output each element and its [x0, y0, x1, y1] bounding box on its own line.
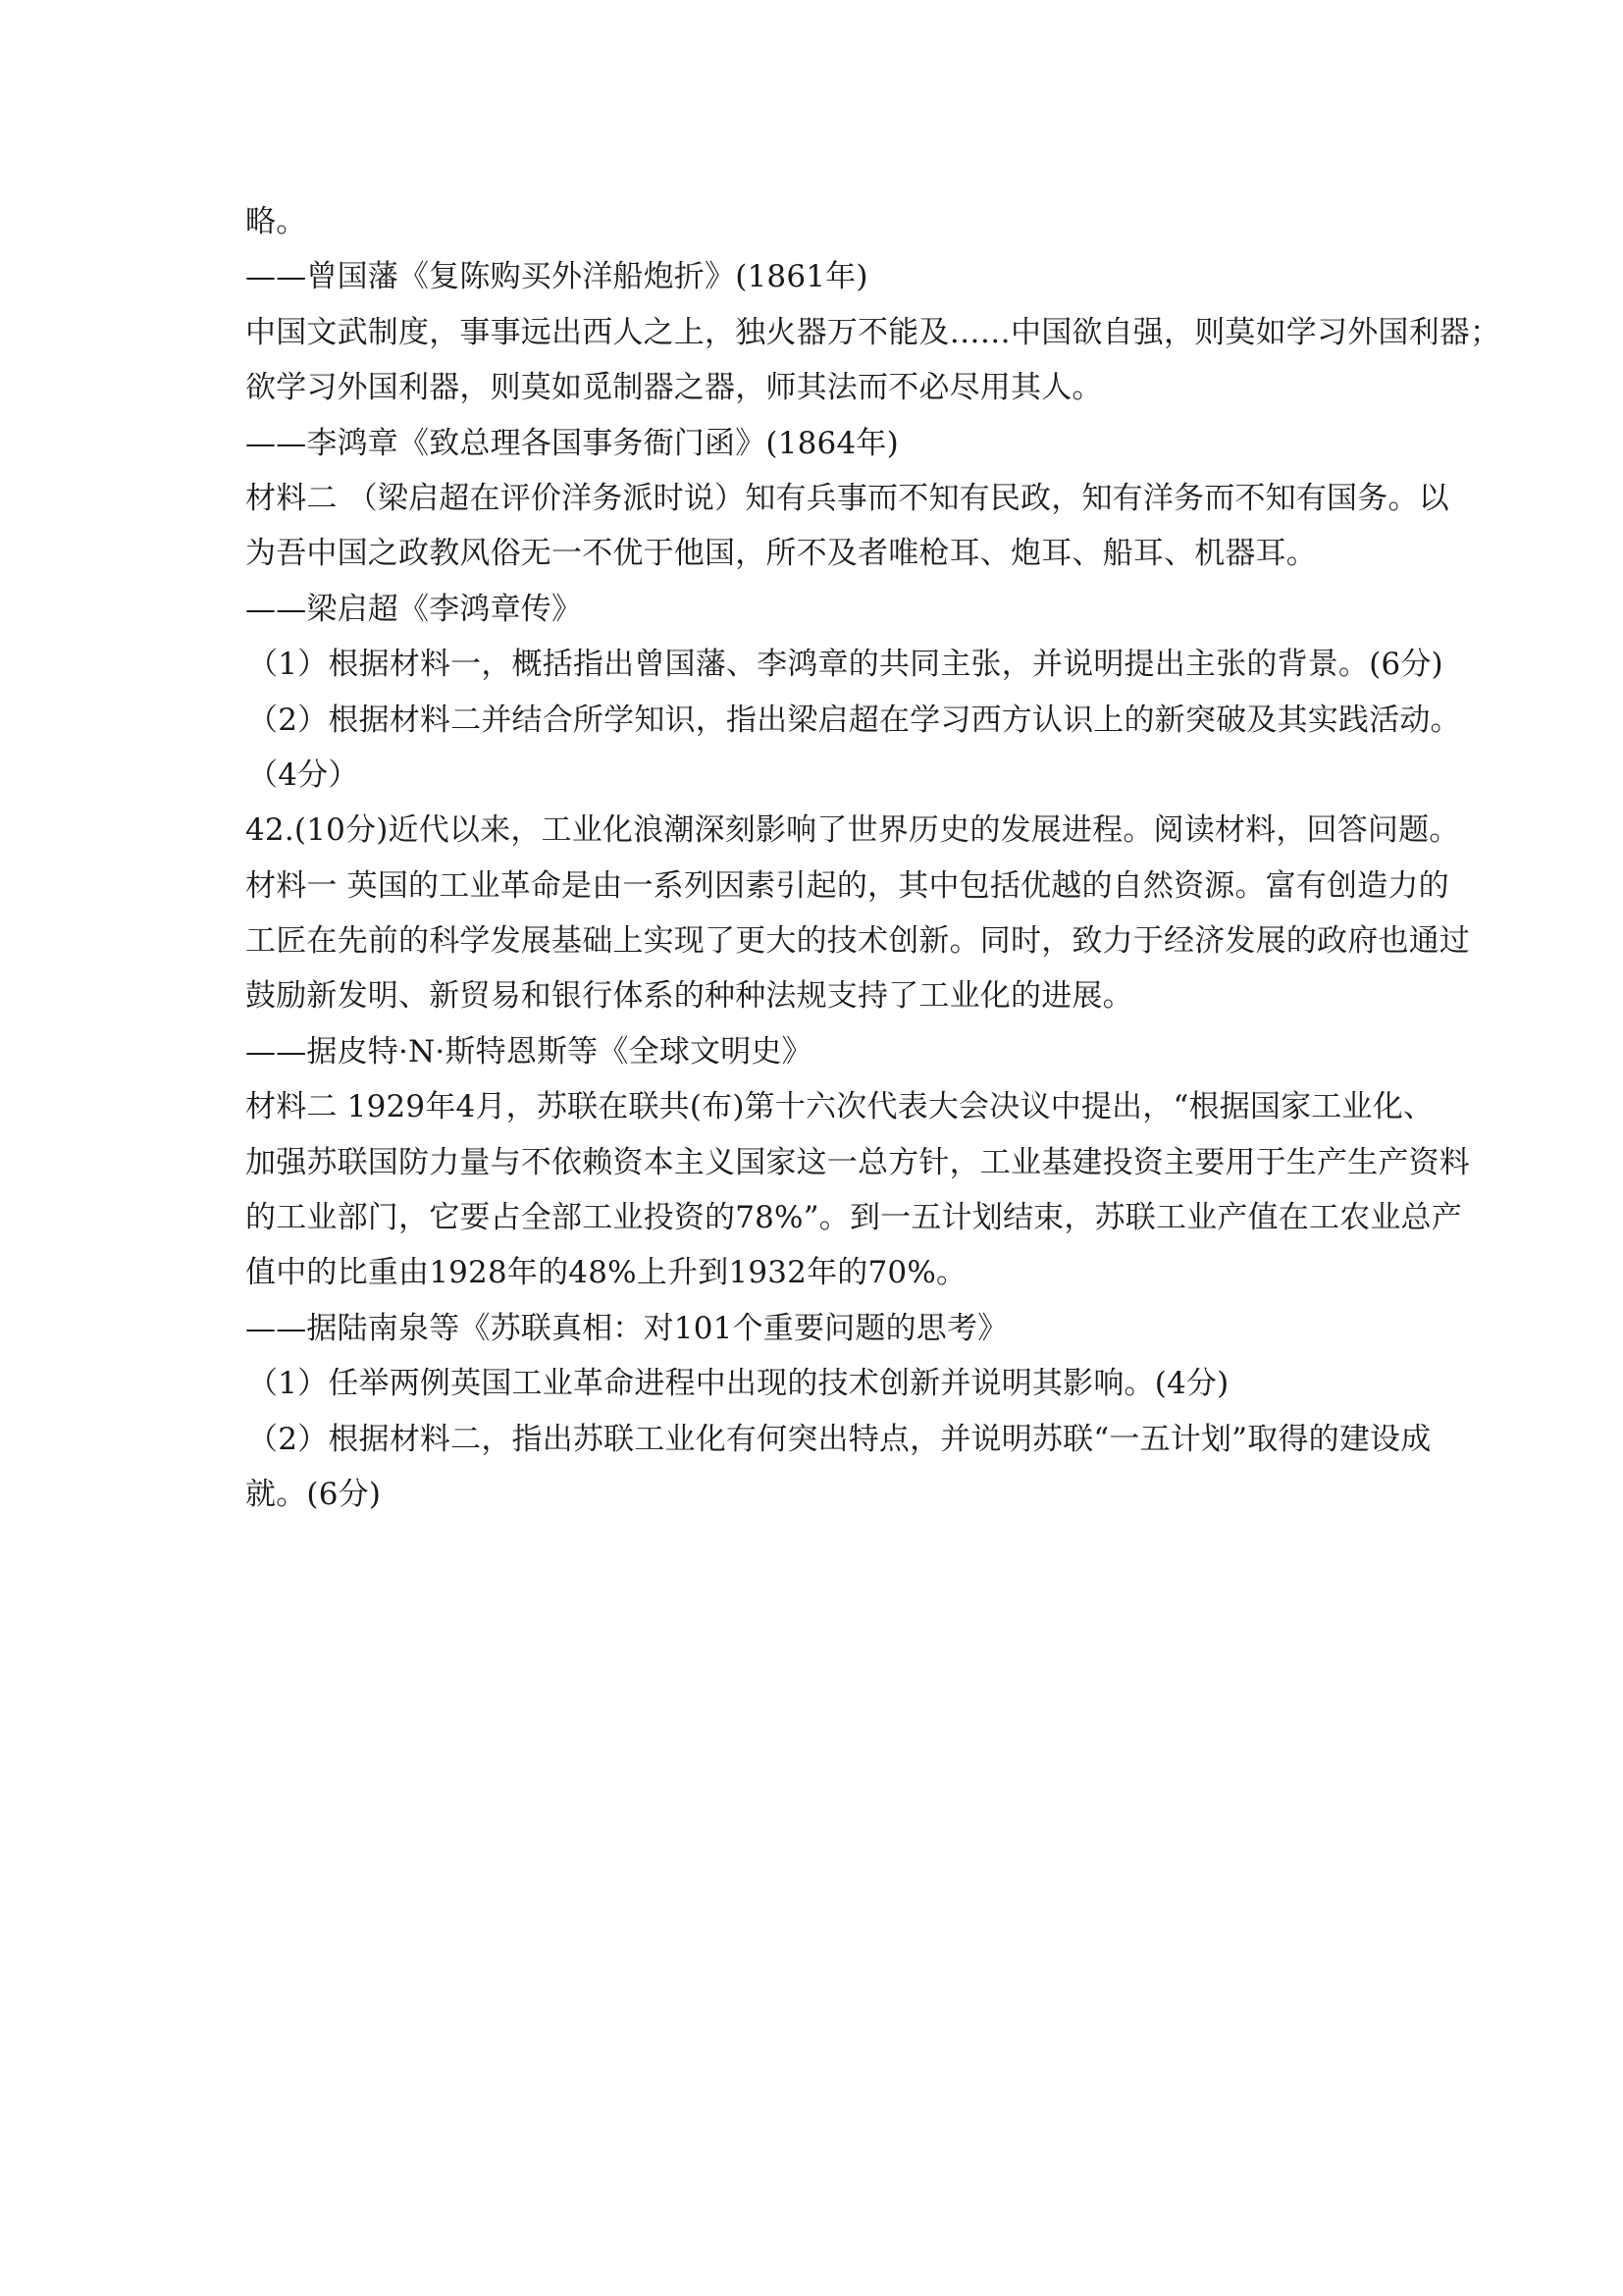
- material-one-industrial-revolution-1: 材料一 英国的工业革命是由一系列因素引起的，其中包括优越的自然资源。富有创造力的: [245, 867, 1449, 904]
- question-42-2: （2）根据材料二，指出苏联工业化有何突出特点，并说明苏联“一五计划”取得的建设成: [247, 1421, 1432, 1457]
- material-two-soviet-3: 的工业部门，它要占全部工业投资的78%”。到一五计划结束，苏联工业产值在工农业总产: [245, 1200, 1462, 1236]
- document-page: [245, 194, 1501, 1522]
- source-citation-liang-qichao: ——梁启超《李鸿章传》: [245, 591, 583, 627]
- source-citation-stearns: ——据皮特·N·斯特恩斯等《全球文明史》: [245, 1033, 812, 1070]
- question-42-heading: 42.(10分)近代以来，工业化浪潮深刻影响了世界历史的发展进程。阅读材料，回答问题。: [245, 812, 1460, 849]
- question-41-2: （2）根据材料二并结合所学知识，指出梁启超在学习西方认识上的新突破及其实践活动。: [247, 702, 1461, 738]
- material-two-liang-qichao-2: 为吾中国之政教风俗无一不优于他国，所不及者唯枪耳、炮耳、船耳、机器耳。: [245, 536, 1317, 572]
- material-one-industrial-revolution-3: 鼓励新发明、新贸易和银行体系的种种法规支持了工业化的进展。: [245, 978, 1133, 1015]
- source-citation-zeng-guofan: ——曾国藩《复陈购买外洋船炮折》(1861年): [245, 259, 868, 295]
- material-one-industrial-revolution-2: 工匠在先前的科学发展基础上实现了更大的技术创新。同时，致力于经济发展的政府也通过: [245, 923, 1470, 960]
- source-citation-lu-nanquan: ——据陆南泉等《苏联真相：对101个重要问题的思考》: [245, 1310, 1009, 1346]
- question-41-2-score: （4分）: [247, 757, 359, 793]
- question-42-2-continuation: 就。(6分): [245, 1476, 382, 1512]
- material-two-soviet-4: 值中的比重由1928年的48%上升到1932年的70%。: [245, 1255, 968, 1291]
- text-line-li-hongzhang-quote-2: 欲学习外国利器，则莫如觅制器之器，师其法而不必尽用其人。: [245, 370, 1103, 406]
- question-41-1: （1）根据材料一，概括指出曾国藩、李鸿章的共同主张，并说明提出主张的背景。(6分): [247, 647, 1443, 683]
- material-two-liang-qichao-1: 材料二 （梁启超在评价洋务派时说）知有兵事而不知有民政，知有洋务而不知有国务。以: [245, 480, 1449, 516]
- material-two-soviet-1: 材料二 1929年4月，苏联在联共(布)第十六次代表大会决议中提出，“根据国家工业化、: [245, 1089, 1435, 1125]
- text-line-li-hongzhang-quote-1: 中国文武制度，事事远出西人之上，独火器万不能及……中国欲自强，则莫如学习外国利器；: [245, 314, 1501, 350]
- question-42-1: （1）任举两例英国工业革命进程中出现的技术创新并说明其影响。(4分): [247, 1366, 1230, 1402]
- source-citation-li-hongzhang: ——李鸿章《致总理各国事务衙门函》(1864年): [245, 425, 899, 461]
- text-line-continuation: 略。: [245, 204, 307, 239]
- material-two-soviet-2: 加强苏联国防力量与不依赖资本主义国家这一总方针，工业基建投资主要用于生产生产资料: [245, 1144, 1470, 1180]
